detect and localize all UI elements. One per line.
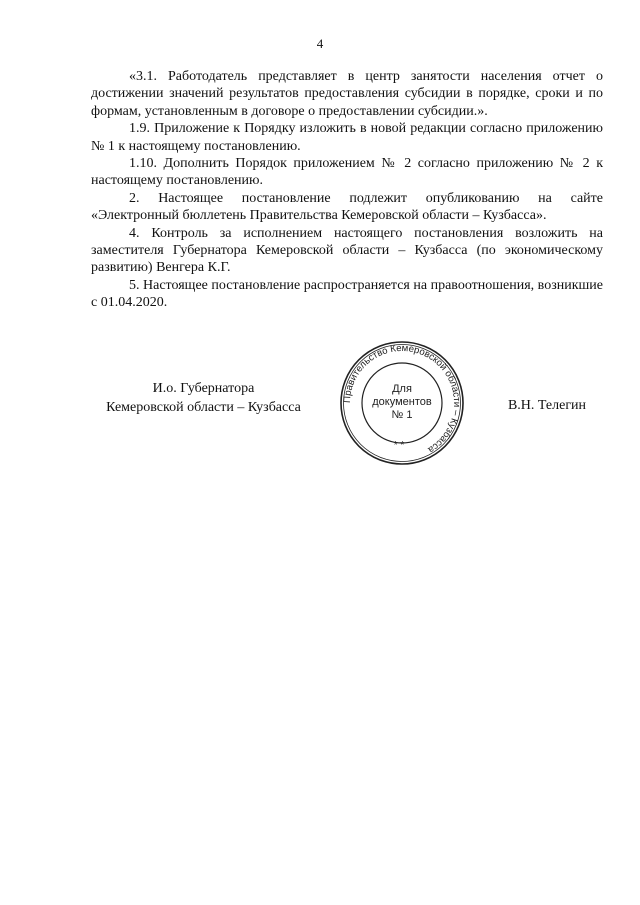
document-body	[91, 68, 603, 312]
seal-stars: * *	[393, 440, 405, 451]
seal-center-line-3: № 1	[391, 409, 413, 421]
paragraph-1-10-appendix-2: 1.10. Дополнить Порядок приложением № 2 согласно приложению № 2 к настоящему постановлению.	[91, 156, 603, 189]
paragraph-1-9-appendix: 1.9. Приложение к Порядку изложить в новой редакции согласно приложению № 1 к настоящему постановлению.	[91, 121, 603, 154]
seal-ring-text: Правительство Кемеровской области – Кузбасса	[341, 342, 463, 456]
paragraph-2-publication: 2. Настоящее постановление подлежит опубликованию на сайте «Электронный бюллетень Правительства Кемеровской области – Кузбасса».	[91, 190, 603, 224]
official-seal	[339, 340, 465, 466]
signatory-region: Кемеровской области – Кузбасса	[106, 400, 301, 415]
page-number: 4	[316, 36, 324, 51]
paragraph-4-control: 4. Контроль за исполнением настоящего постановления возложить на заместителя Губернатора Кемеровской области – Кузбасса (по экономическому развитию) Венгера К.Г.	[91, 225, 603, 276]
signatory-title: И.о. Губернатора	[152, 381, 255, 396]
paragraph-5-effective-date: 5. Настоящее постановление распространяется на правоотношения, возникшие с 01.04.2020.	[91, 277, 603, 311]
seal-center-line-1: Для	[392, 383, 412, 395]
paragraph-3-1-report: «3.1. Работодатель представляет в центр занятости населения отчет о достижении значений результатов предоставления субсидии в порядке, сроки и по формам, установленным в договоре о предоставлении субсидии.».	[91, 69, 603, 119]
signatory-name: В.Н. Телегин	[507, 398, 587, 413]
signatory-position	[91, 379, 316, 417]
seal-center-line-2: документов	[372, 396, 432, 408]
